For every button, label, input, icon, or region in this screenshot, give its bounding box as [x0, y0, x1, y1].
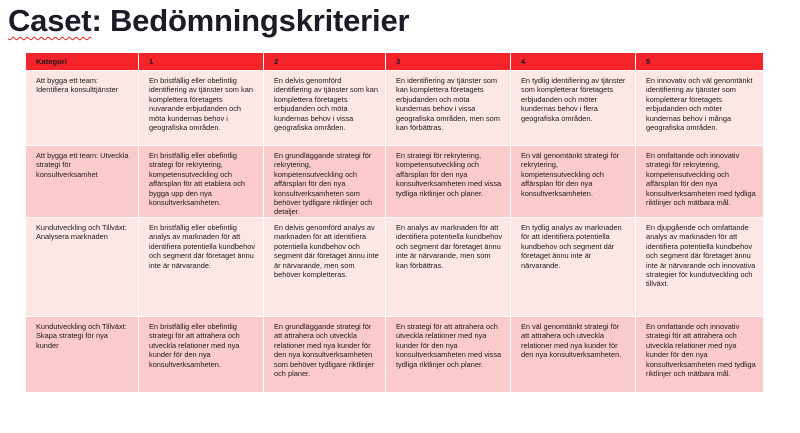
- criteria-cell: En innovativ och väl genomtänkt identifiering av tjänster som kompletterar företagets erbjudanden och möter kundernas behov i många geografiska områden.: [636, 70, 763, 145]
- criteria-cell: En väl genomtänkt strategi för att attrahera och utveckla relationer med nya kunder för den nya konsultverksamheten.: [511, 316, 636, 392]
- table-header-row: [26, 53, 763, 70]
- category-cell: Att bygga ett team: Identifiera konsulttjänster: [26, 70, 139, 145]
- header-score-3: 3: [386, 53, 511, 70]
- table-row: [26, 316, 763, 392]
- criteria-cell: En analys av marknaden för att identifiera potentiella kundbehov och segment där företaget ännu inte är närvarande, men som kan förbättras.: [386, 217, 511, 316]
- category-cell: Kundutveckling och Tillväxt: Skapa strategi för nya kunder: [26, 316, 139, 392]
- assessment-criteria-table: [26, 53, 763, 392]
- header-score-2: 2: [264, 53, 386, 70]
- criteria-cell: En djupgående och omfattande analys av marknaden för att identifiera potentiella kundbehov och segment där företaget ännu inte är närvarande och innovativa strategier för kundutveckling och tillväxt.: [636, 217, 763, 316]
- criteria-cell: En strategi för rekrytering, kompetensutveckling och affärsplan för den nya konsultverksamheten med vissa tydliga riktlinjer och planer.: [386, 145, 511, 217]
- header-score-5: 5: [636, 53, 763, 70]
- criteria-cell: En bristfällig eller obefintlig strategi för rekrytering, kompetensutveckling och affärsplan för att etablera och bygga upp den nya konsultverksamheten.: [139, 145, 264, 217]
- criteria-cell: En grundläggande strategi för rekrytering, kompetensutveckling och affärsplan för den nya konsultverksamheten som behöver tydligare riktlinjer och detaljer.: [264, 145, 386, 217]
- header-kategori: Kategori: [26, 53, 139, 70]
- category-cell: Kundutveckling och Tillväxt: Analysera marknaden: [26, 217, 139, 316]
- criteria-cell: En omfattande och innovativ strategi för att attrahera och utveckla relationer med nya kunder för den nya konsultverksamheten med tydliga riktlinjer och mätbara mål.: [636, 316, 763, 392]
- criteria-cell: En omfattande och innovativ strategi för rekrytering, kompetensutveckling och affärsplan för den nya konsultverksamheten med tydliga riktlinjer och mätbara mål.: [636, 145, 763, 217]
- criteria-cell: En identifiering av tjänster som kan komplettera företagets erbjudanden och möta kundernas behov i vissa geografiska områden, men som kan förbättras.: [386, 70, 511, 145]
- criteria-cell: En delvis genomförd identifiering av tjänster som kan komplettera företagets erbjudanden och möta kundernas behov i vissa geografiska områden.: [264, 70, 386, 145]
- criteria-cell: En grundläggande strategi för att attrahera och utveckla relationer med nya kunder för den nya konsultverksamheten som behöver tydligare riktlinjer och planer.: [264, 316, 386, 392]
- page-title: [8, 2, 409, 40]
- category-cell: Att bygga ett team: Utveckla strategi för konsultverksamhet: [26, 145, 139, 217]
- title-rest: : Bedömningskriterier: [91, 3, 410, 38]
- table-row: [26, 70, 763, 145]
- criteria-cell: En tydlig analys av marknaden för att identifiera potentiella kundbehov och segment där företaget ännu inte är närvarande.: [511, 217, 636, 316]
- header-score-1: 1: [139, 53, 264, 70]
- criteria-cell: En bristfällig eller obefintlig identifiering av tjänster som kan komplettera företagets nuvarande erbjudanden och möta kundernas behov i geografiska områden.: [139, 70, 264, 145]
- criteria-cell: En väl genomtänkt strategi för rekrytering, kompetensutveckling och affärsplan för den nya konsultverksamheten.: [511, 145, 636, 217]
- table-row: [26, 145, 763, 217]
- criteria-cell: En bristfällig eller obefintlig analys av marknaden för att identifiera potentiella kundbehov och segment där företaget ännu inte är närvarande.: [139, 217, 264, 316]
- title-word-caset: Caset: [8, 3, 92, 38]
- criteria-cell: En delvis genomförd analys av marknaden för att identifiera potentiella kundbehov och segment där företaget ännu inte är närvarande, men som behöver kompletteras.: [264, 217, 386, 316]
- header-score-4: 4: [511, 53, 636, 70]
- criteria-cell: En bristfällig eller obefintlig strategi för att attrahera och utveckla relationer med nya kunder för den nya konsultverksamheten.: [139, 316, 264, 392]
- table-row: [26, 217, 763, 316]
- criteria-cell: En strategi för att attrahera och utveckla relationer med nya kunder för den nya konsultverksamheten med vissa tydliga riktlinjer och planer.: [386, 316, 511, 392]
- criteria-cell: En tydlig identifiering av tjänster som kompletterar företagets erbjudanden och möter kundernas behov i flera geografiska områden.: [511, 70, 636, 145]
